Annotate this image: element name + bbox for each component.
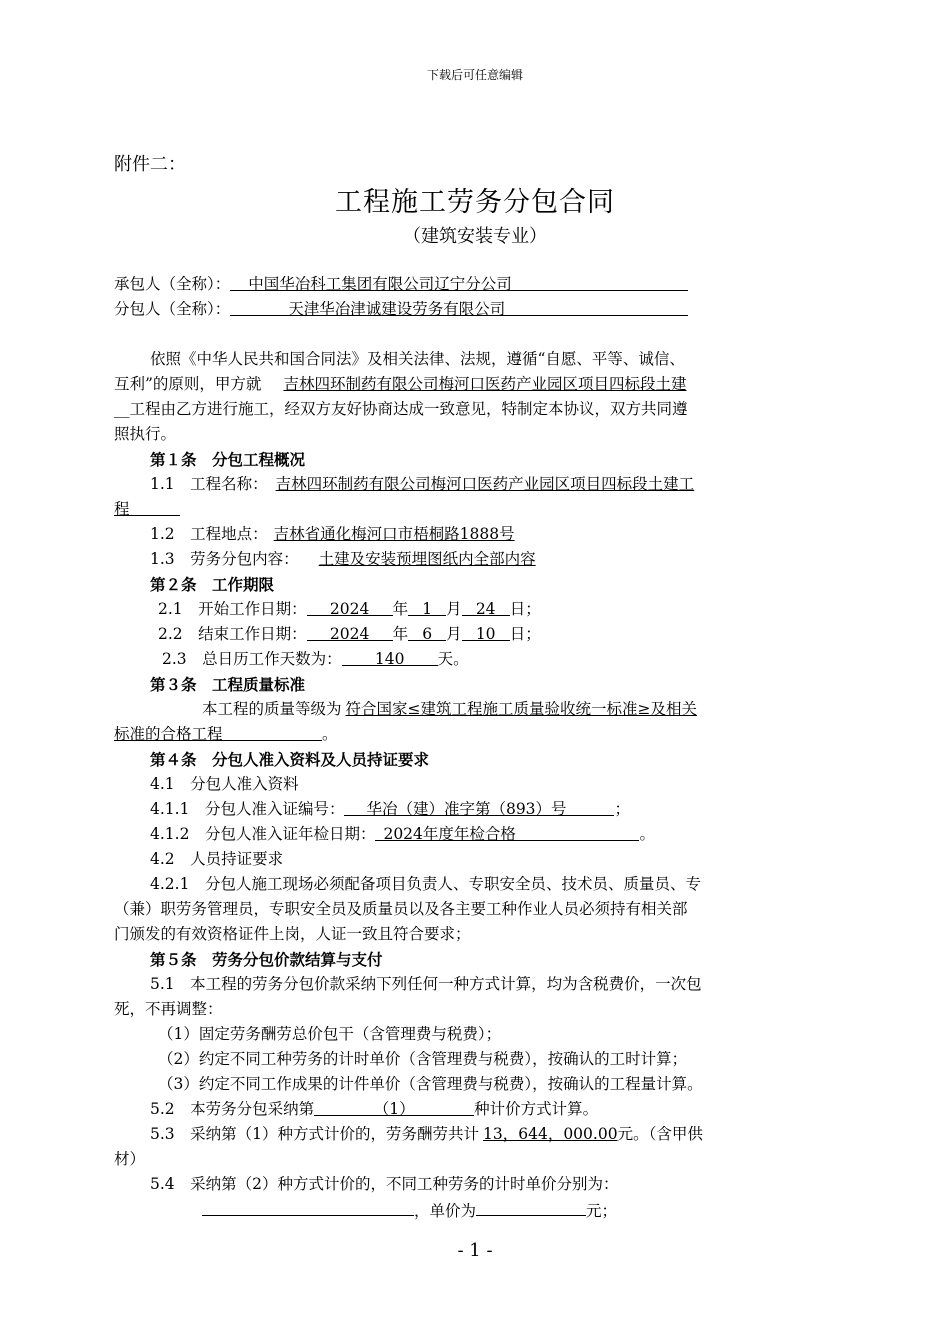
- subcontractor-value: 天津华冶津诚建设劳务有限公司: [288, 300, 506, 318]
- annual-check-end: 。: [639, 825, 655, 843]
- intro-line-2: [114, 372, 836, 397]
- unit-price-blank: [476, 1197, 586, 1216]
- contractor-value: 中国华冶科工集团有限公司辽宁分公司: [248, 275, 512, 293]
- hourly-rate-line: 5.4 采纳第（2）种方式计价的，不同工种劳务的计时单价分别为：: [150, 1175, 619, 1193]
- start-day-field: [462, 597, 510, 616]
- pricing-option-1: （1）固定劳务酬劳总价包干（含管理费与税费）；: [158, 1025, 502, 1043]
- pricing-method-value: （1）: [373, 1100, 415, 1118]
- intro-line-4: 照执行。: [114, 425, 177, 443]
- page-number: - 1 -: [457, 1240, 493, 1261]
- start-month-field: [408, 597, 446, 616]
- quality-label: 本工程的质量等级为: [202, 700, 342, 718]
- subcontractor-line: [114, 297, 836, 322]
- pricing-method-line: [114, 1097, 836, 1122]
- scope-line: [114, 547, 836, 572]
- intro-project-suffix: __工程: [114, 400, 161, 418]
- pricing-option-2: （2）约定不同工种劳务的计时单价（含管理费与税费），按确认的工时计算；: [158, 1050, 688, 1068]
- page-header: 下载后可任意编辑: [426, 68, 523, 82]
- year-char: 年: [392, 625, 409, 643]
- project-location-label: 1.2 工程地点：: [150, 525, 268, 543]
- contractor-label: 承包人（全称）：: [114, 275, 231, 293]
- total-amount-line: [114, 1122, 836, 1147]
- quality-value-cont-field: [114, 722, 322, 741]
- project-name-value: 吉林四环制药有限公司梅河口医药产业园区项目四标段土建工: [275, 475, 695, 493]
- end-year-field: [307, 622, 393, 641]
- day-char: 日；: [509, 625, 541, 643]
- quality-value: 符合国家≤建筑工程施工质量验收统一标准≥及相关: [345, 700, 697, 718]
- unit-price-end: 元；: [586, 1202, 618, 1220]
- admission-materials: 4.1 分包人准入资料: [150, 775, 299, 793]
- section-2-heading: 第２条 工作期限: [150, 575, 275, 594]
- personnel-requirements: 4.2 人员持证要求: [150, 850, 284, 868]
- document-subtitle: （建筑安装专业）: [403, 226, 547, 247]
- project-name-cont-line: [114, 497, 836, 522]
- hourly-rate-fill-line: [114, 1197, 836, 1222]
- end-month-field: [408, 622, 446, 641]
- project-name-label: 1.1 工程名称：: [150, 475, 268, 493]
- start-year: 2024: [329, 600, 370, 618]
- pricing-method-label: 5.2 本劳务分包采纳第: [150, 1100, 315, 1118]
- personnel-line-3: 门颁发的有效资格证件上岗，人证一致且符合要求；: [114, 925, 471, 943]
- document-title: 工程施工劳务分包合同: [335, 187, 615, 218]
- total-days-field: [342, 647, 438, 666]
- end-date-label: 2.2 结束工作日期：: [158, 625, 307, 643]
- pricing-line-1: 5.1 本工程的劳务分包价款采纳下列任何一种方式计算，均为含税费价，一次包: [150, 975, 702, 993]
- section-3-heading: 第３条 工程质量标准: [150, 675, 306, 694]
- section-5-heading: 第５条 劳务分包价款结算与支付: [150, 950, 383, 969]
- start-month: 1: [422, 600, 433, 618]
- section-1-heading: 第１条 分包工程概况: [150, 450, 306, 469]
- quality-value-cont: 标准的合格工程: [114, 725, 223, 743]
- project-name-underlined: 吉林四环制药有限公司梅河口医药产业园区项目四标段土建: [283, 375, 687, 393]
- start-date-label: 2.1 开始工作日期：: [158, 600, 307, 618]
- intro-text: 互利”的原则，甲方就: [114, 375, 262, 393]
- project-location-line: [114, 522, 836, 547]
- annual-check-value: 2024年度年检合格: [383, 825, 516, 843]
- total-days-unit: 天。: [437, 650, 469, 668]
- start-day: 24: [475, 600, 496, 618]
- year-char: 年: [392, 600, 409, 618]
- annual-check-line: [114, 822, 836, 847]
- admission-number-field: [344, 797, 614, 816]
- day-char: 日；: [509, 600, 541, 618]
- total-amount-end: 元。（含甲供: [617, 1125, 703, 1143]
- pricing-option-3: （3）约定不同工作成果的计件单价（含管理费与税费），按确认的工程量计算。: [158, 1075, 703, 1093]
- contractor-field: [230, 272, 688, 291]
- subcontractor-field: [230, 297, 688, 316]
- contractor-line: [114, 272, 836, 297]
- admission-number-value: 华冶（建）准字第（893）号: [366, 800, 567, 818]
- total-days-line: [114, 647, 836, 672]
- pricing-method-field: [314, 1097, 474, 1116]
- intro-line-1: 依照《中华人民共和国合同法》及相关法律、法规，遵循“自愿、平等、诚信、: [150, 350, 685, 368]
- trade-name-blank: [202, 1197, 414, 1216]
- unit-price-label: ，单价为: [414, 1202, 477, 1220]
- admission-number-label: 4.1.1 分包人准入证编号：: [150, 800, 345, 818]
- annual-check-field: [375, 822, 639, 841]
- admission-number-end: ；: [614, 800, 630, 818]
- pricing-method-end: 种计价方式计算。: [474, 1100, 599, 1118]
- end-month: 6: [422, 625, 433, 643]
- start-date-line: [114, 597, 836, 622]
- admission-number-line: [114, 797, 836, 822]
- total-days-label: 2.3 总日历工作天数为：: [162, 650, 342, 668]
- end-year: 2024: [329, 625, 370, 643]
- project-name-cont: 程: [114, 500, 130, 518]
- annual-check-label: 4.1.2 分包人准入证年检日期：: [150, 825, 376, 843]
- contract-body: [114, 272, 836, 1222]
- personnel-line-1: 4.2.1 分包人施工现场必须配备项目负责人、专职安全员、技术员、质量员、专: [150, 875, 701, 893]
- quality-end: 。: [322, 725, 338, 743]
- quality-line-1: [114, 697, 836, 722]
- quality-line-2: [114, 722, 836, 747]
- total-amount-label: 5.3 采纳第（1）种方式计价的，劳务酬劳共计: [150, 1125, 480, 1143]
- scope-label: 1.3 劳务分包内容：: [150, 550, 299, 568]
- month-char: 月: [446, 600, 462, 618]
- project-name-line: [114, 472, 836, 497]
- intro-line-3: [114, 397, 836, 422]
- month-char: 月: [446, 625, 462, 643]
- end-day: 10: [475, 625, 496, 643]
- project-location-value: 吉林省通化梅河口市梧桐路1888号: [273, 525, 515, 543]
- project-name-cont-field: [114, 497, 180, 516]
- start-year-field: [307, 597, 393, 616]
- total-amount-cont: 材）: [114, 1150, 146, 1168]
- section-4-heading: 第４条 分包人准入资料及人员持证要求: [150, 750, 430, 769]
- scope-value: 土建及安装预埋图纸内全部内容: [318, 550, 536, 568]
- pricing-line-2: 死，不再调整：: [114, 1000, 223, 1018]
- annex-label: 附件二：: [114, 154, 186, 175]
- personnel-line-2: （兼）职劳务管理员，专职安全员及质量员以及各主要工种作业人员必须持有相关部: [114, 900, 688, 918]
- subcontractor-label: 分包人（全称）：: [114, 300, 231, 318]
- end-day-field: [462, 622, 510, 641]
- intro-text: 由乙方进行施工，经双方友好协商达成一致意见，特制定本协议，双方共同遵: [160, 400, 688, 418]
- end-date-line: [114, 622, 836, 647]
- spacer: [114, 322, 836, 347]
- total-days-value: 140: [374, 650, 405, 668]
- total-amount-value: 13，644，000.00: [483, 1125, 618, 1143]
